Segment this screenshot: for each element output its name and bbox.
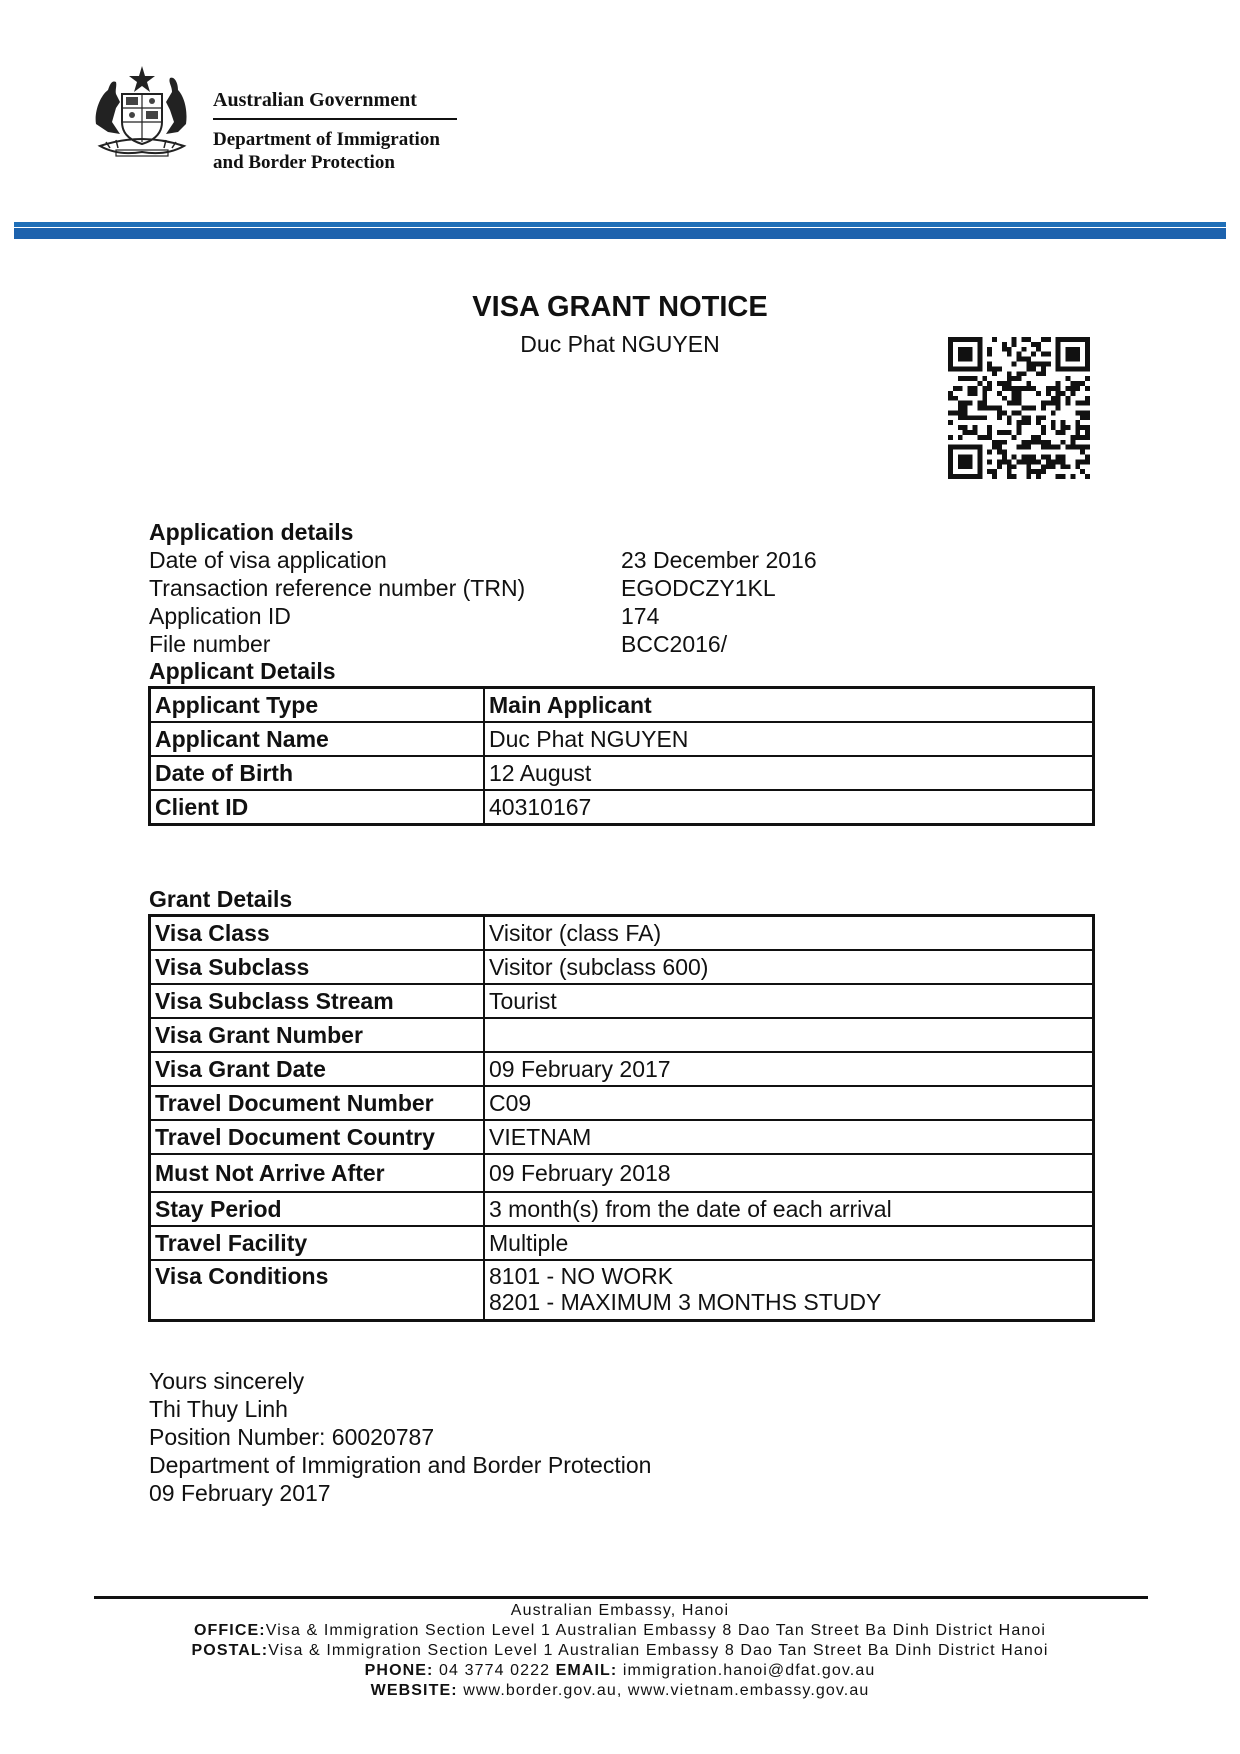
visa-condition: 8101 - NO WORK bbox=[489, 1263, 674, 1289]
table-row bbox=[150, 916, 1094, 951]
footer-rule bbox=[94, 1596, 1148, 1599]
table-value: 09 February 2018 bbox=[484, 1154, 1094, 1192]
table-value: 40310167 bbox=[484, 790, 1094, 825]
phone-label: PHONE: bbox=[364, 1662, 434, 1679]
detail-value: 174 bbox=[621, 603, 660, 629]
table-value: VIETNAM bbox=[484, 1120, 1094, 1154]
table-value: 09 February 2017 bbox=[484, 1052, 1094, 1086]
table-value bbox=[484, 1018, 1094, 1052]
table-label: Visa Class bbox=[150, 916, 485, 951]
table-row bbox=[150, 1086, 1094, 1120]
table-row bbox=[150, 1120, 1094, 1154]
table-row bbox=[150, 1226, 1094, 1260]
table-row bbox=[150, 984, 1094, 1018]
table-label: Travel Document Number bbox=[150, 1086, 485, 1120]
table-value: Visitor (class FA) bbox=[484, 916, 1094, 951]
office-address: Visa & Immigration Section Level 1 Australian Embassy 8 Dao Tan Street Ba Dinh District Hanoi bbox=[265, 1622, 1046, 1639]
signature-block bbox=[149, 1367, 651, 1507]
application-details bbox=[149, 518, 817, 658]
detail-label: Transaction reference number (TRN) bbox=[149, 575, 526, 601]
visa-condition: 8201 - MAXIMUM 3 MONTHS STUDY bbox=[489, 1289, 882, 1315]
grant-details-table bbox=[148, 914, 1095, 1322]
application-detail-row bbox=[149, 602, 817, 630]
application-detail-row bbox=[149, 574, 817, 602]
table-value: 3 month(s) from the date of each arrival bbox=[484, 1192, 1094, 1226]
detail-value: EGODCZY1KL bbox=[621, 575, 776, 601]
application-detail-row bbox=[149, 546, 817, 574]
detail-label: File number bbox=[149, 631, 271, 657]
table-label: Visa Grant Number bbox=[150, 1018, 485, 1052]
header-rule bbox=[14, 228, 1226, 239]
footer-office bbox=[0, 1621, 1240, 1641]
table-row bbox=[150, 1052, 1094, 1086]
grant-details-heading: Grant Details bbox=[149, 886, 293, 912]
table-label: Visa Conditions bbox=[150, 1260, 485, 1321]
table-value: C09 bbox=[484, 1086, 1094, 1120]
detail-value: BCC2016/ bbox=[621, 631, 728, 657]
application-details-heading: Application details bbox=[149, 519, 354, 545]
table-label: Visa Grant Date bbox=[150, 1052, 485, 1086]
notice-applicant-name: Duc Phat NGUYEN bbox=[520, 331, 720, 357]
table-value bbox=[484, 1260, 1094, 1321]
table-label: Visa Subclass Stream bbox=[150, 984, 485, 1018]
department-line-1: Department of Immigration bbox=[213, 129, 440, 150]
table-label: Date of Birth bbox=[150, 756, 485, 790]
table-label: Travel Facility bbox=[150, 1226, 485, 1260]
table-label: Applicant Type bbox=[150, 688, 485, 723]
table-value: Duc Phat NGUYEN bbox=[484, 722, 1094, 756]
footer-postal bbox=[0, 1641, 1240, 1661]
qr-code-icon bbox=[948, 337, 1090, 479]
table-label: Stay Period bbox=[150, 1192, 485, 1226]
table-label: Must Not Arrive After bbox=[150, 1154, 485, 1192]
phone-number: 04 3774 0222 bbox=[439, 1662, 551, 1679]
table-value: 12 August bbox=[484, 756, 1094, 790]
table-row bbox=[150, 1192, 1094, 1226]
footer-contact bbox=[0, 1661, 1240, 1681]
website-label: WEBSITE: bbox=[370, 1682, 458, 1699]
email-label: EMAIL: bbox=[555, 1662, 618, 1679]
application-detail-row bbox=[149, 630, 817, 658]
table-value: Visitor (subclass 600) bbox=[484, 950, 1094, 984]
footer bbox=[0, 1601, 1240, 1701]
table-label: Applicant Name bbox=[150, 722, 485, 756]
government-title: Australian Government bbox=[213, 89, 457, 120]
footer-website bbox=[0, 1681, 1240, 1701]
table-value: Multiple bbox=[484, 1226, 1094, 1260]
table-label: Client ID bbox=[150, 790, 485, 825]
office-label: OFFICE: bbox=[194, 1622, 266, 1639]
closing: Yours sincerely bbox=[149, 1368, 305, 1394]
table-row bbox=[150, 950, 1094, 984]
coat-of-arms-icon bbox=[86, 62, 198, 160]
table-value: Main Applicant bbox=[484, 688, 1094, 723]
signature-date: 09 February 2017 bbox=[149, 1480, 331, 1506]
table-row bbox=[150, 1154, 1094, 1192]
position-number: Position Number: 60020787 bbox=[149, 1424, 435, 1450]
website-link[interactable]: www.border.gov.au, www.vietnam.embassy.gov.au bbox=[463, 1682, 870, 1699]
table-label: Visa Subclass bbox=[150, 950, 485, 984]
table-row bbox=[150, 756, 1094, 790]
table-row bbox=[150, 1018, 1094, 1052]
table-row bbox=[150, 688, 1094, 723]
department-line-2: and Border Protection bbox=[213, 152, 395, 173]
table-row bbox=[150, 722, 1094, 756]
postal-label: POSTAL: bbox=[191, 1642, 269, 1659]
department-name bbox=[213, 128, 440, 174]
signatory-department: Department of Immigration and Border Protection bbox=[149, 1452, 652, 1478]
postal-address: Visa & Immigration Section Level 1 Australian Embassy 8 Dao Tan Street Ba Dinh District Hanoi bbox=[268, 1642, 1049, 1659]
signatory-name: Thi Thuy Linh bbox=[149, 1396, 288, 1422]
table-row bbox=[150, 1260, 1094, 1321]
detail-label: Application ID bbox=[149, 603, 291, 629]
applicant-details-table bbox=[148, 686, 1095, 826]
notice-title: VISA GRANT NOTICE bbox=[472, 291, 768, 323]
table-label: Travel Document Country bbox=[150, 1120, 485, 1154]
detail-label: Date of visa application bbox=[149, 547, 387, 573]
table-row bbox=[150, 790, 1094, 825]
table-value: Tourist bbox=[484, 984, 1094, 1018]
applicant-details-heading: Applicant Details bbox=[149, 658, 336, 684]
detail-value: 23 December 2016 bbox=[621, 547, 817, 573]
footer-embassy: Australian Embassy, Hanoi bbox=[510, 1602, 730, 1619]
header-rule-thin bbox=[14, 222, 1226, 227]
email-link[interactable]: immigration.hanoi@dfat.gov.au bbox=[622, 1662, 876, 1679]
